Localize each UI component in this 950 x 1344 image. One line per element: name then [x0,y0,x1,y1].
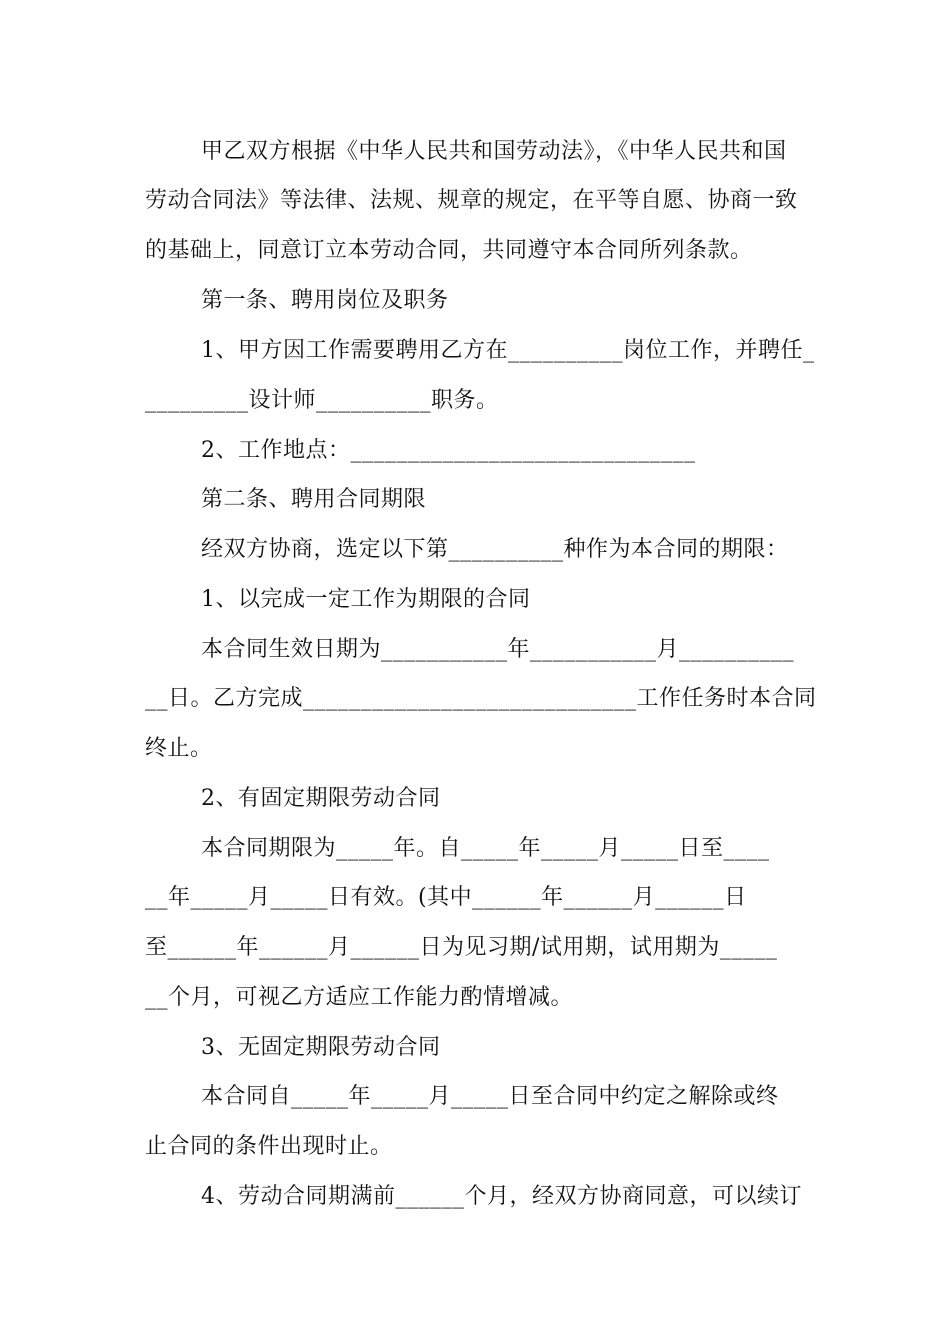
paragraph-line: 经双方协商，选定以下第__________种作为本合同的期限： [201,537,789,562]
paragraph-line: __日。乙方完成_____________________________工作任务时本合同 [145,686,817,711]
paragraph-line: 止合同的条件出现时止。 [145,1134,393,1159]
paragraph-line: 4、劳动合同期满前______个月，经双方协商同意，可以续订 [201,1184,802,1209]
paragraph-line: 甲乙双方根据《中华人民共和国劳动法》，《中华人民共和国 [201,139,787,164]
paragraph-line: 终止。 [145,736,213,761]
paragraph-line: 至______年______月______日为见习期/试用期，试用期为_____ [145,935,778,960]
paragraph-line: __个月，可视乙方适应工作能力酌情增减。 [145,985,574,1010]
paragraph-line: __年_____月_____日有效。(其中______年______月______日 [145,885,747,910]
paragraph-line: 劳动合同法》等法律、法规、规章的规定，在平等自愿、协商一致 [145,188,798,213]
paragraph-line: 本合同自_____年_____月_____日至合同中约定之解除或终 [201,1084,779,1109]
subsection-heading: 3、无固定期限劳动合同 [201,1035,441,1060]
section-heading: 第二条、聘用合同期限 [201,487,427,512]
paragraph-line: _________设计师__________职务。 [145,388,499,413]
paragraph-line: 的基础上，同意订立本劳动合同，共同遵守本合同所列条款。 [145,238,753,263]
section-heading: 第一条、聘用岗位及职务 [201,288,449,313]
paragraph-line: 2、工作地点：______________________________ [201,438,696,463]
paragraph-line: 1、甲方因工作需要聘用乙方在__________岗位工作，并聘任_ [201,338,815,363]
subsection-heading: 2、有固定期限劳动合同 [201,786,441,811]
paragraph-line: 本合同期限为_____年。自_____年_____月_____日至____ [201,836,770,861]
subsection-heading: 1、以完成一定工作为期限的合同 [201,587,531,612]
paragraph-line: 本合同生效日期为___________年___________月__________ [201,637,795,662]
